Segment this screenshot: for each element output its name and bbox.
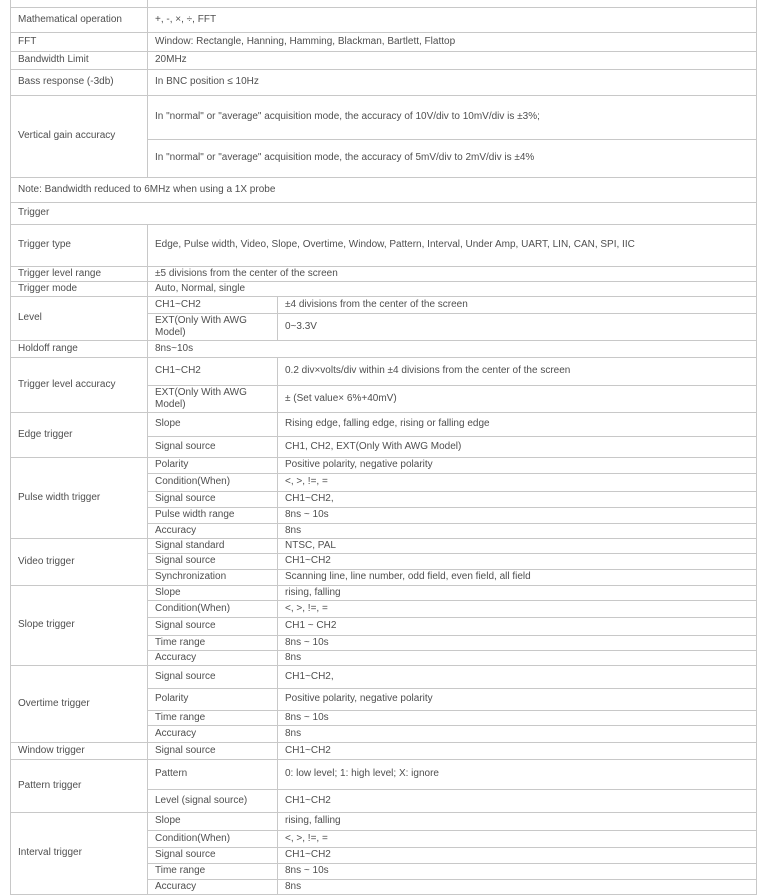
- spec-label: Trigger level accuracy: [11, 357, 148, 412]
- spec-key: Time range: [148, 863, 278, 879]
- spec-key: Slope: [148, 412, 278, 436]
- row-window-trigger: [11, 742, 757, 759]
- row-holdoff-range: [11, 340, 757, 357]
- spec-label: FFT: [11, 32, 148, 51]
- spec-key: CH1~CH2: [148, 357, 278, 385]
- spec-value: 8ns ~ 10s: [278, 710, 757, 725]
- spec-key: Time range: [148, 710, 278, 725]
- spec-value: CH1~CH2: [278, 742, 757, 759]
- spec-value: 0: low level; 1: high level; X: ignore: [278, 759, 757, 789]
- spec-value: 8ns~10s: [148, 340, 757, 357]
- spec-label: Slope trigger: [11, 585, 148, 665]
- row-trigger-level-range: [11, 266, 757, 281]
- spec-value: 0~3.3V: [278, 313, 757, 340]
- row-trigger-section: [11, 202, 757, 224]
- spec-label: Level: [11, 296, 148, 340]
- spec-label-cell: [11, 0, 148, 7]
- spec-value: Window: Rectangle, Hanning, Hamming, Blackman, Bartlett, Flattop: [148, 32, 757, 51]
- oscilloscope-spec-table: [10, 0, 757, 895]
- spec-label: Trigger type: [11, 224, 148, 266]
- spec-label: Overtime trigger: [11, 665, 148, 742]
- row-trigger-type: [11, 224, 757, 266]
- spec-value: 8ns: [278, 725, 757, 742]
- spec-key: EXT(Only With AWG Model): [148, 313, 278, 340]
- spec-value: Scanning line, line number, odd field, even field, all field: [278, 569, 757, 585]
- spec-value: CH1 ~ CH2: [278, 617, 757, 635]
- spec-value: 20MHz: [148, 51, 757, 69]
- spec-value: <, >, !=, =: [278, 600, 757, 617]
- spec-label: Interval trigger: [11, 812, 148, 894]
- spec-key: Condition(When): [148, 830, 278, 847]
- spec-value: Positive polarity, negative polarity: [278, 457, 757, 473]
- spec-key: Accuracy: [148, 725, 278, 742]
- spec-value: Positive polarity, negative polarity: [278, 688, 757, 710]
- note-text: Note: Bandwidth reduced to 6MHz when using a 1X probe: [11, 177, 757, 202]
- spec-value: In "normal" or "average" acquisition mode, the accuracy of 5mV/div to 2mV/div is ±4%: [148, 139, 757, 177]
- spec-key: Signal source: [148, 617, 278, 635]
- spec-key: Polarity: [148, 688, 278, 710]
- spec-value: CH1~CH2: [278, 789, 757, 812]
- spec-label: Holdoff range: [11, 340, 148, 357]
- spec-key: Signal source: [148, 436, 278, 457]
- row-video-trigger-0: [11, 538, 757, 553]
- spec-value: ±5 divisions from the center of the screen: [148, 266, 757, 281]
- spec-value: CH1, CH2, EXT(Only With AWG Model): [278, 436, 757, 457]
- row-pulse-width-trigger-0: [11, 457, 757, 473]
- spec-label: Bandwidth Limit: [11, 51, 148, 69]
- spec-value: CH1~CH2,: [278, 491, 757, 507]
- spec-value: <, >, !=, =: [278, 830, 757, 847]
- spec-key: Signal source: [148, 742, 278, 759]
- spec-value: 8ns: [278, 523, 757, 538]
- spec-key: Signal source: [148, 491, 278, 507]
- row-bass-response: [11, 69, 757, 95]
- spec-key: CH1~CH2: [148, 296, 278, 313]
- section-header: Trigger: [11, 202, 757, 224]
- spec-value: 8ns ~ 10s: [278, 863, 757, 879]
- spec-key: Pattern: [148, 759, 278, 789]
- spec-label: Trigger mode: [11, 281, 148, 296]
- row-math-operation: [11, 7, 757, 32]
- spec-value: CH1~CH2,: [278, 665, 757, 688]
- spec-value: ±4 divisions from the center of the screen: [278, 296, 757, 313]
- spec-key: Time range: [148, 635, 278, 650]
- spec-value: 8ns ~ 10s: [278, 507, 757, 523]
- row-trigger-mode: [11, 281, 757, 296]
- spec-key: Accuracy: [148, 650, 278, 665]
- spec-label: Window trigger: [11, 742, 148, 759]
- spec-label: Pulse width trigger: [11, 457, 148, 538]
- spec-value: Auto, Normal, single: [148, 281, 757, 296]
- spec-key: EXT(Only With AWG Model): [148, 385, 278, 412]
- spec-value: NTSC, PAL: [278, 538, 757, 553]
- row-edge-trigger-0: [11, 412, 757, 436]
- spec-value: CH1~CH2: [278, 847, 757, 863]
- spec-value: 8ns: [278, 879, 757, 894]
- spec-key: Level (signal source): [148, 789, 278, 812]
- spec-label: Video trigger: [11, 538, 148, 585]
- spec-key: Signal source: [148, 847, 278, 863]
- row-trigger-level-accuracy-ch: [11, 357, 757, 385]
- row-pattern-trigger-0: [11, 759, 757, 789]
- spec-value: ± (Set value× 6%+40mV): [278, 385, 757, 412]
- row-interval-trigger-0: [11, 812, 757, 830]
- spec-value: In BNC position ≤ 10Hz: [148, 69, 757, 95]
- spec-key: Slope: [148, 812, 278, 830]
- spec-label: Bass response (-3db): [11, 69, 148, 95]
- spec-table-container: [10, 0, 750, 892]
- spec-label: Edge trigger: [11, 412, 148, 457]
- spec-key: Synchronization: [148, 569, 278, 585]
- spec-label: Vertical gain accuracy: [11, 95, 148, 177]
- row-overtime-trigger-0: [11, 665, 757, 688]
- row-note: [11, 177, 757, 202]
- spec-key: Signal source: [148, 665, 278, 688]
- spec-value: <, >, !=, =: [278, 473, 757, 491]
- row-slope-trigger-0: [11, 585, 757, 600]
- spec-key: Slope: [148, 585, 278, 600]
- spec-key: Signal standard: [148, 538, 278, 553]
- spec-value: +, -, ×, ÷, FFT: [148, 7, 757, 32]
- spec-key: Accuracy: [148, 879, 278, 894]
- spec-key: Condition(When): [148, 600, 278, 617]
- row-fft: [11, 32, 757, 51]
- spec-label: Pattern trigger: [11, 759, 148, 812]
- spec-value: 8ns: [278, 650, 757, 665]
- spec-value: 8ns ~ 10s: [278, 635, 757, 650]
- spec-key: Accuracy: [148, 523, 278, 538]
- spec-value: CH1~CH2: [278, 553, 757, 569]
- spec-key: Polarity: [148, 457, 278, 473]
- spec-value: 0.2 div×volts/div within ±4 divisions from the center of the screen: [278, 357, 757, 385]
- spec-key: Signal source: [148, 553, 278, 569]
- spec-label: Mathematical operation: [11, 7, 148, 32]
- spec-value: Rising edge, falling edge, rising or falling edge: [278, 412, 757, 436]
- table-row-partial: [11, 0, 757, 7]
- spec-value: Edge, Pulse width, Video, Slope, Overtime, Window, Pattern, Interval, Under Amp, UART, LIN, CAN, SPI, IIC: [148, 224, 757, 266]
- spec-value: rising, falling: [278, 812, 757, 830]
- spec-value: rising, falling: [278, 585, 757, 600]
- spec-key: Condition(When): [148, 473, 278, 491]
- spec-value-cell: [148, 0, 757, 7]
- row-vertical-gain-accuracy-1: [11, 95, 757, 139]
- spec-label: Trigger level range: [11, 266, 148, 281]
- row-level-ch: [11, 296, 757, 313]
- row-bandwidth-limit: [11, 51, 757, 69]
- spec-value: In "normal" or "average" acquisition mode, the accuracy of 10V/div to 10mV/div is ±3%;: [148, 95, 757, 139]
- spec-key: Pulse width range: [148, 507, 278, 523]
